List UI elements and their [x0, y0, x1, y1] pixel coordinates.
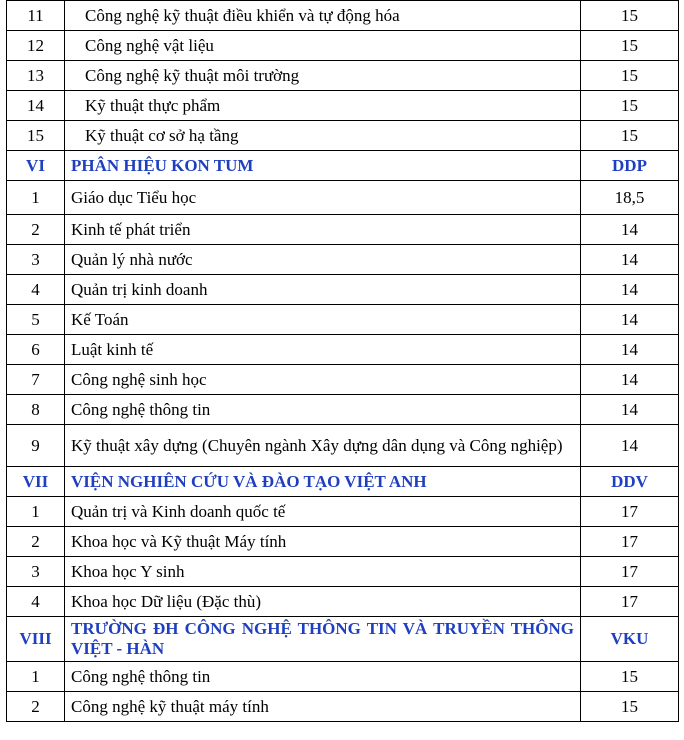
- table-row: [7, 497, 679, 527]
- table-row: [7, 1, 679, 31]
- table-row: [7, 557, 679, 587]
- row-number: 13: [7, 61, 65, 91]
- benchmark-score: 14: [581, 275, 679, 305]
- table-row: [7, 245, 679, 275]
- program-name: Kỹ thuật cơ sở hạ tầng: [65, 121, 581, 151]
- benchmark-score: 15: [581, 91, 679, 121]
- section-row: [7, 467, 679, 497]
- program-name: Công nghệ thông tin: [65, 395, 581, 425]
- table-row: [7, 215, 679, 245]
- table-row: [7, 692, 679, 722]
- row-number: VII: [7, 467, 65, 497]
- benchmark-score: 15: [581, 662, 679, 692]
- program-name: Khoa học và Kỹ thuật Máy tính: [65, 527, 581, 557]
- section-code: DDV: [581, 467, 679, 497]
- row-number: 3: [7, 557, 65, 587]
- benchmark-score: 15: [581, 61, 679, 91]
- table-row: [7, 61, 679, 91]
- row-number: VIII: [7, 617, 65, 662]
- benchmark-score: 17: [581, 497, 679, 527]
- benchmark-score: 14: [581, 335, 679, 365]
- program-name: Công nghệ sinh học: [65, 365, 581, 395]
- program-name: Quản lý nhà nước: [65, 245, 581, 275]
- table-row: [7, 395, 679, 425]
- benchmark-score: 14: [581, 365, 679, 395]
- section-title: PHÂN HIỆU KON TUM: [65, 151, 581, 181]
- row-number: 12: [7, 31, 65, 61]
- program-name: Công nghệ thông tin: [65, 662, 581, 692]
- program-name: Khoa học Y sinh: [65, 557, 581, 587]
- row-number: 1: [7, 497, 65, 527]
- benchmark-score: 15: [581, 121, 679, 151]
- row-number: 4: [7, 275, 65, 305]
- row-number: 8: [7, 395, 65, 425]
- benchmark-score: 14: [581, 425, 679, 467]
- row-number: 6: [7, 335, 65, 365]
- benchmark-score: 17: [581, 587, 679, 617]
- table-row: [7, 365, 679, 395]
- table-row: [7, 662, 679, 692]
- row-number: 2: [7, 527, 65, 557]
- program-name: Khoa học Dữ liệu (Đặc thù): [65, 587, 581, 617]
- benchmark-score: 17: [581, 527, 679, 557]
- table-row: [7, 275, 679, 305]
- admission-score-table: [6, 0, 679, 722]
- row-number: 15: [7, 121, 65, 151]
- table-row: [7, 305, 679, 335]
- program-name: Kỹ thuật thực phẩm: [65, 91, 581, 121]
- table-row: [7, 335, 679, 365]
- benchmark-score: 15: [581, 31, 679, 61]
- section-title: TRƯỜNG ĐH CÔNG NGHỆ THÔNG TIN VÀ TRUYỀN THÔNG VIỆT - HÀN: [65, 617, 581, 662]
- benchmark-score: 17: [581, 557, 679, 587]
- program-name: Công nghệ vật liệu: [65, 31, 581, 61]
- row-number: 1: [7, 662, 65, 692]
- row-number: 14: [7, 91, 65, 121]
- program-name: Kỹ thuật xây dựng (Chuyên ngành Xây dựng dân dụng và Công nghiệp): [65, 425, 581, 467]
- benchmark-score: 14: [581, 395, 679, 425]
- program-name: Kế Toán: [65, 305, 581, 335]
- row-number: VI: [7, 151, 65, 181]
- program-name: Quản trị kinh doanh: [65, 275, 581, 305]
- table-row: [7, 425, 679, 467]
- program-name: Công nghệ kỹ thuật môi trường: [65, 61, 581, 91]
- table-row: [7, 91, 679, 121]
- section-title: VIỆN NGHIÊN CỨU VÀ ĐÀO TẠO VIỆT ANH: [65, 467, 581, 497]
- table-body: [7, 1, 679, 722]
- benchmark-score: 14: [581, 305, 679, 335]
- row-number: 4: [7, 587, 65, 617]
- program-name: Kinh tế phát triển: [65, 215, 581, 245]
- program-name: Giáo dục Tiểu học: [65, 181, 581, 215]
- section-row: [7, 151, 679, 181]
- benchmark-score: 15: [581, 1, 679, 31]
- section-code: VKU: [581, 617, 679, 662]
- table-row: [7, 587, 679, 617]
- table-row: [7, 527, 679, 557]
- row-number: 2: [7, 215, 65, 245]
- benchmark-score: 14: [581, 215, 679, 245]
- row-number: 9: [7, 425, 65, 467]
- benchmark-score: 14: [581, 245, 679, 275]
- program-name: Công nghệ kỹ thuật điều khiển và tự động hóa: [65, 1, 581, 31]
- row-number: 7: [7, 365, 65, 395]
- program-name: Công nghệ kỹ thuật máy tính: [65, 692, 581, 722]
- row-number: 2: [7, 692, 65, 722]
- table-row: [7, 31, 679, 61]
- table-row: [7, 121, 679, 151]
- row-number: 11: [7, 1, 65, 31]
- table-row: [7, 181, 679, 215]
- program-name: Luật kinh tế: [65, 335, 581, 365]
- benchmark-score: 18,5: [581, 181, 679, 215]
- program-name: Quản trị và Kinh doanh quốc tế: [65, 497, 581, 527]
- benchmark-score: 15: [581, 692, 679, 722]
- row-number: 5: [7, 305, 65, 335]
- row-number: 3: [7, 245, 65, 275]
- section-row: [7, 617, 679, 662]
- row-number: 1: [7, 181, 65, 215]
- section-code: DDP: [581, 151, 679, 181]
